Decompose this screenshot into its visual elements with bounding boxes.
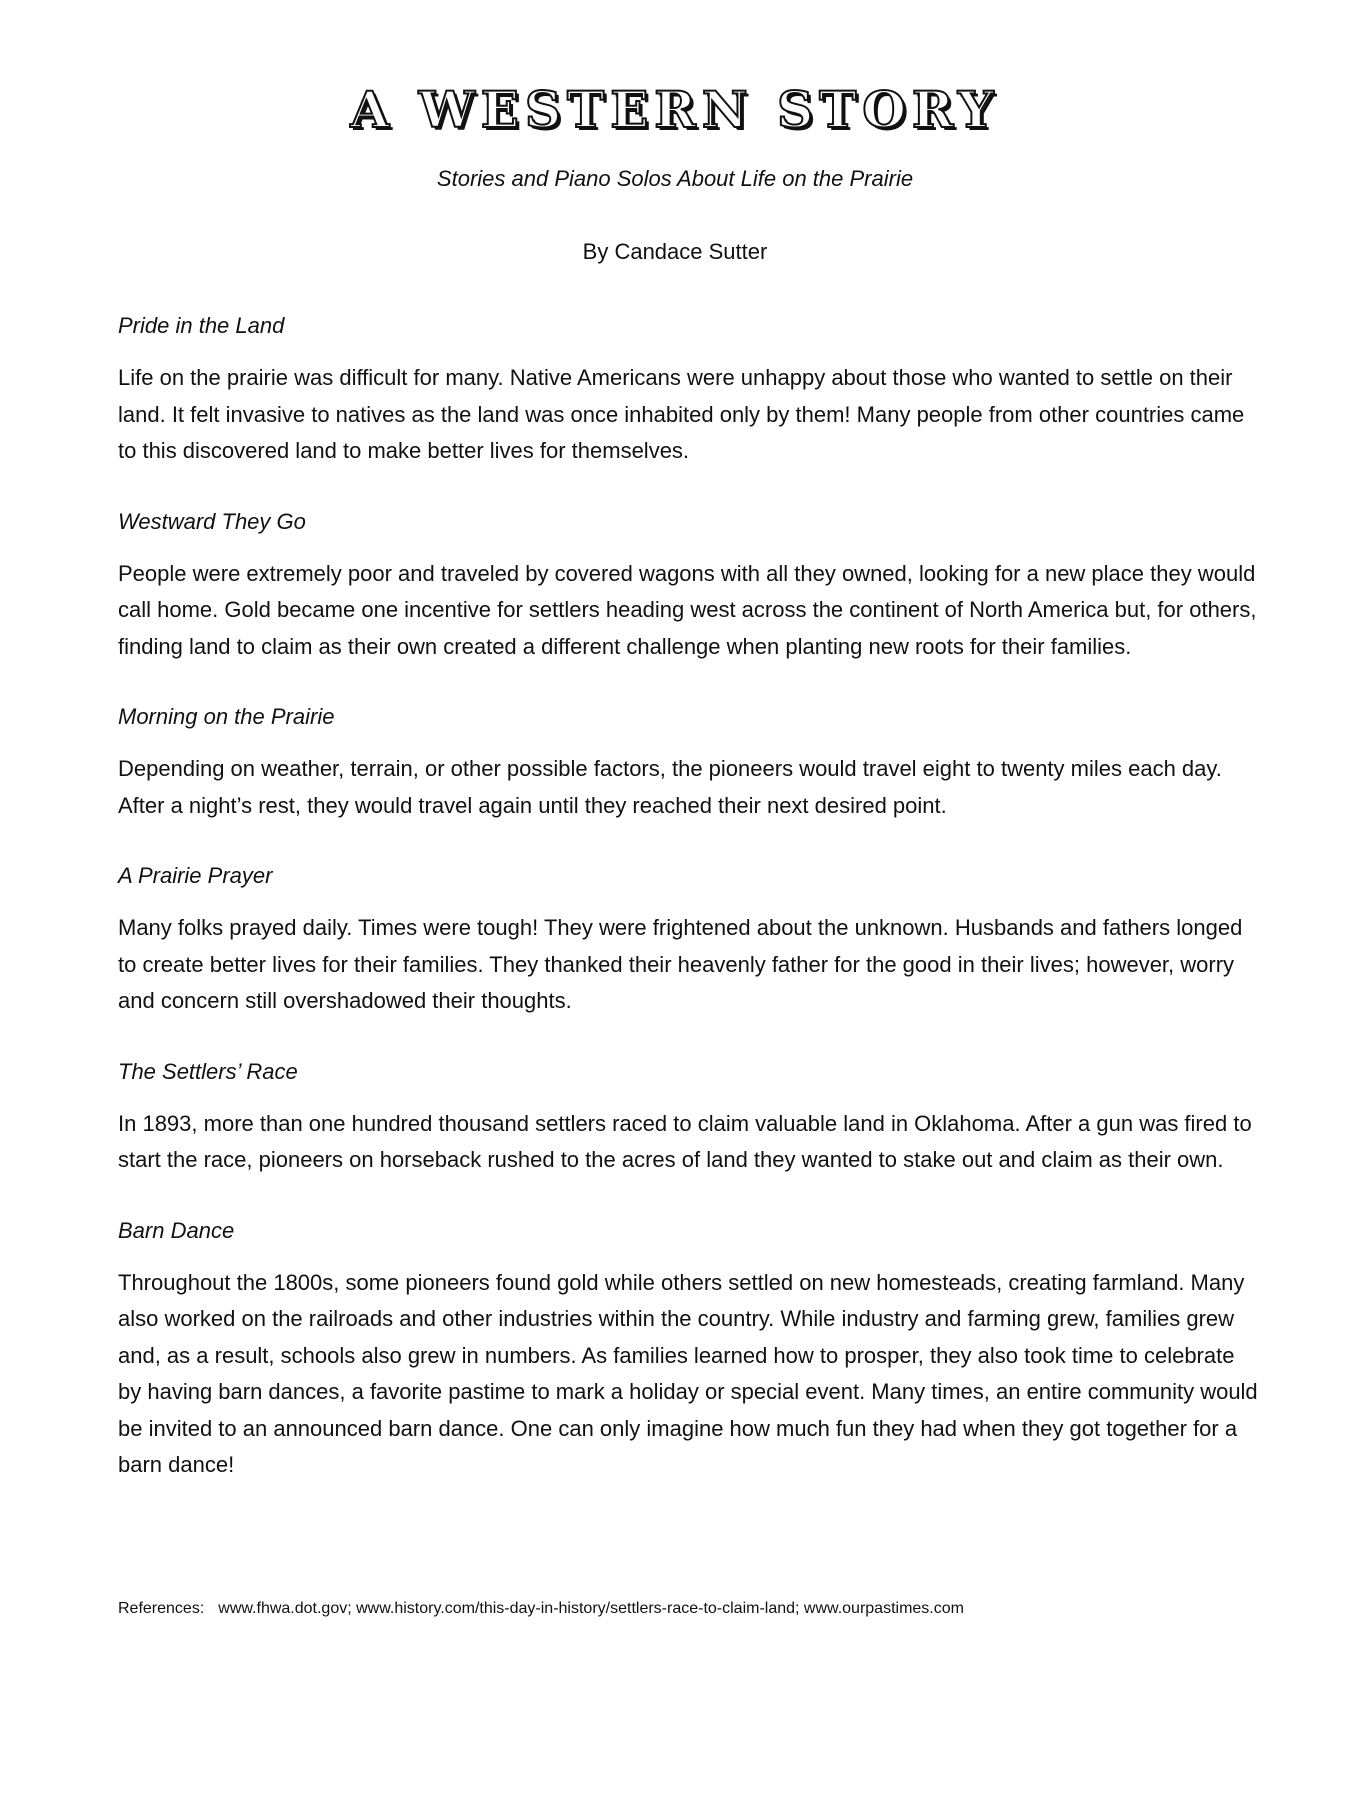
section-body: Depending on weather, terrain, or other possible factors, the pioneers would travel eight to twenty miles each day. After a night’s rest, they would travel again until they reached their next desired point.: [118, 756, 1222, 818]
author-byline: By Candace Sutter: [582, 239, 768, 264]
section-heading: Morning on the Prairie: [118, 704, 335, 729]
section-body: In 1893, more than one hundred thousand settlers raced to claim valuable land in Oklahoma. After a gun was fired to start the race, pioneers on horseback rushed to the acres of land they wanted to stake out and claim as their own.: [118, 1110, 1252, 1172]
section-body: People were extremely poor and traveled by covered wagons with all they owned, looking for a new place they would call home. Gold became one incentive for settlers heading west across the continent of North America but, for others, finding land to claim as their own created a different challenge when planting new roots for their families.: [118, 560, 1257, 659]
document-title: A WESTERN STORY: [350, 80, 1000, 139]
section-a-prairie-prayer: [118, 862, 1258, 1020]
section-heading: A Prairie Prayer: [118, 863, 273, 888]
section-body: Many folks prayed daily. Times were tough! They were frightened about the unknown. Husbands and fathers longed to create better lives for their families. They thanked their heavenly father for the good in their lives; however, worry and concern still overshadowed their thoughts.: [118, 915, 1243, 1013]
section-heading: The Settlers’ Race: [118, 1058, 298, 1084]
document-subtitle: Stories and Piano Solos About Life on the Prairie: [436, 166, 914, 191]
section-body: Life on the prairie was difficult for many. Native Americans were unhappy about those who wanted to settle on their land. It felt invasive to natives as the land was once inhabited only by them! Many people from other countries came to this discovered land to make better lives for themselves.: [118, 365, 1245, 463]
references-text: www.fhwa.dot.gov; www.history.com/this-day-in-history/settlers-race-to-claim-land; www.ourpastimes.com: [218, 1600, 964, 1617]
section-barn-dance: [118, 1217, 1258, 1484]
section-westward-they-go: [118, 508, 1258, 666]
references-label: References:: [118, 1600, 205, 1617]
section-pride-in-the-land: [118, 312, 1258, 470]
section-heading: Barn Dance: [118, 1217, 235, 1243]
references-footer: [118, 1598, 1258, 1620]
section-morning-on-the-prairie: [118, 703, 1258, 824]
story-sections: [118, 312, 1258, 1522]
section-heading: Westward They Go: [118, 508, 306, 534]
section-heading: Pride in the Land: [118, 313, 285, 338]
section-the-settlers-race: [118, 1058, 1258, 1179]
section-body: Throughout the 1800s, some pioneers found gold while others settled on new homesteads, creating farmland. Many also worked on the railroads and other industries within the country. While industry and farming grew, families grew and, as a result, schools also grew in numbers. As families learned how to prosper, they also took time to celebrate by having barn dances, a favorite pastime to mark a holiday or special event. Many times, an entire community would be invited to an announced barn dance. One can only imagine how much fun they had when they got together for a barn dance!: [118, 1269, 1258, 1477]
